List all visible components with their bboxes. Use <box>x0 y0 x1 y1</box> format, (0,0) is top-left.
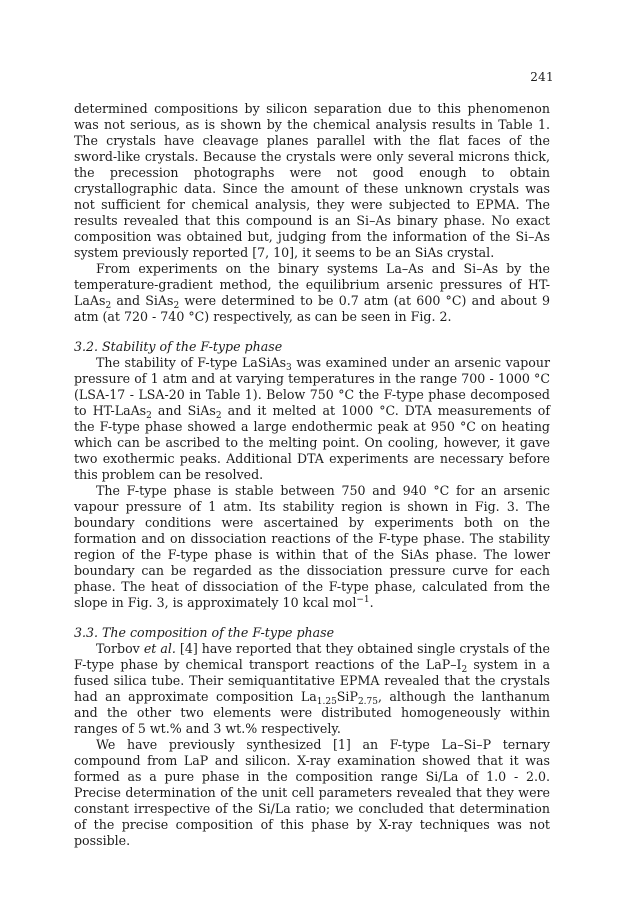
paragraph-2: From experiments on the binary systems La–As and Si–As by the temperature-gradient method, the equilibrium arsenic pressures of HT-LaAs$_2$ and SiAs$_2$ were determined to be 0.7 atm (at 600 °C) and about 9 atm (at 720 - 740 °C) respectively, as can be seen in Fig. 2. <box>74 261 551 324</box>
paragraph-3: The stability of F-type LaSiAs$_3$ was examined under an arsenic vapour pressure of 1 atm and at varying temperatures in the range 700 - 1000 °C (LSA-17 - LSA-20 in Table 1). Below 750 °C the F-type phase decomposed to HT-LaAs$_2$ and SiAs$_2$ and it melted at 1000 °C. DTA measurements of the F-type phase showed a large endothermic peak at 950 °C on heating which can be ascribed to the melting point. On cooling, however, it gave two exothermic peaks. Additional DTA experiments are necessary before this problem can be resolved. <box>74 355 550 482</box>
section-heading-3-2: 3.2. Stability of the F-type phase <box>74 339 283 354</box>
page-body <box>74 101 550 849</box>
paragraph-1: determined compositions by silicon separation due to this phenomenon was not serious, as is shown by the chemical analysis results in Table 1. The crystals have cleavage planes parallel with the flat faces of the sword-like crystals. Because the crystals were only several microns thick, the precession photographs were not good enough to obtain crystallographic data. Since the amount of these unknown crystals was not sufficient for chemical analysis, they were subjected to EPMA. The results revealed that this compound is an Si–As binary phase. No exact composition was obtained but, judging from the information of the Si–As system previously reported [7, 10], it seems to be an SiAs crystal. <box>74 101 550 260</box>
paragraph-4: The F-type phase is stable between 750 and 940 °C for an arsenic vapour pressure of 1 atm. Its stability region is shown in Fig. 3. The boundary conditions were ascertained by experiments both on the formation and on dissociation reactions of the F-type phase. The stability region of the F-type phase is within that of the SiAs phase. The lower boundary can be regarded as the dissociation pressure curve for each phase. The heat of dissociation of the F-type phase, calculated from the slope in Fig. 3, is approximately 10 kcal mol$^{-1}$. <box>74 483 550 610</box>
paragraph-5: Torbov et al. [4] have reported that they obtained single crystals of the F-type phase by chemical transport reactions of the LaP–$I_2$ system in a fused silica tube. Their semiquantitative EPMA revealed that the crystals had an approximate composition $La_{1.25}SiP_{2.75}$, although the lanthanum and the other two elements were distributed homogeneously within ranges of 5 wt.% and 3 wt.% respectively. <box>74 641 550 736</box>
page-number: 241 <box>530 70 554 84</box>
section-heading-3-3: 3.3. The composition of the F-type phase <box>74 625 335 640</box>
paragraph-6: We have previously synthesized [1] an F-type La–Si–P ternary compound from LaP and silicon. X-ray examination showed that it was formed as a pure phase in the composition range Si/La of 1.0 - 2.0. Precise determination of the unit cell parameters revealed that they were constant irrespective of the Si/La ratio; we concluded that determination of the precise composition of this phase by X-ray techniques was not possible. <box>74 737 550 848</box>
